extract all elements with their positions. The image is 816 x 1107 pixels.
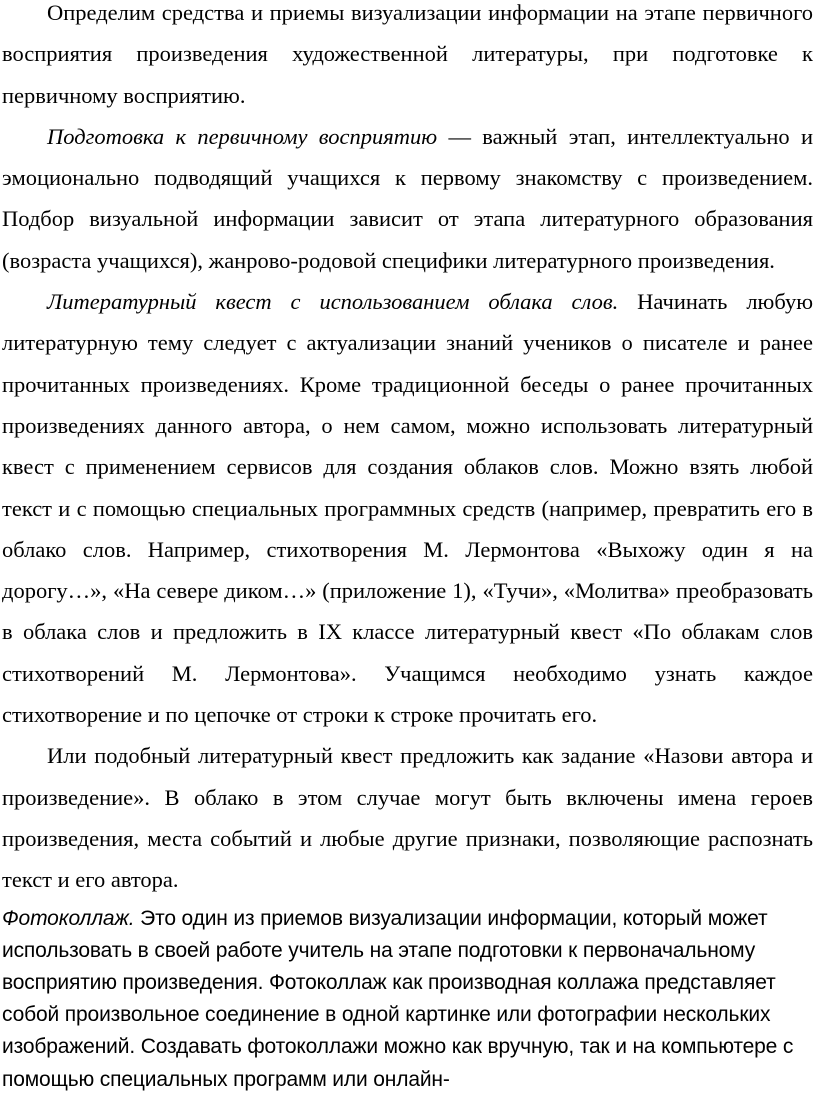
photocollage-text-block <box>2 903 813 1096</box>
paragraph-preparation <box>2 116 813 281</box>
paragraph-literary-quest-text: Начинать любую литературную тему следует с актуализации знаний учеников о писателе и ранее прочитанных произведениях. Кроме традиционной беседы о ранее прочитанных произведениях данного автора, о нем самом, можно использовать литературный квест с применением сервисов для создания облаков слов. Можно взять любой текст и с помощью специальных программных средств (например, превратить его в облако слов. Например, стихотворения М. Лермонтова «Выхожу один я на дорогу…», «На севере диком…» (приложение 1), «Тучи», «Молитва» преобразовать в облака слов и предложить в IX классе литературный квест «По облакам слов стихотворений М. Лермонтова». Учащимся необходимо узнать каждое стихотворение и по цепочке от строки к строке прочитать его. <box>2 289 814 728</box>
paragraph-intro <box>2 0 813 116</box>
paragraph-name-author-text: Или подобный литературный квест предложить как задание «Назови автора и произведение». В облако в этом случае могут быть включены имена героев произведения, места событий и любые другие признаки, позволяющие распознать текст и его автора. <box>2 743 813 893</box>
paragraph-intro-text: Определим средства и приемы визуализации информации на этапе первичного восприятия произведения художественной литературы, при подготовке к первичному восприятию. <box>2 0 813 108</box>
paragraph-preparation-text: — важный этап, интеллектуально и эмоционально подводящий учащихся к первому знакомству с произведением. Подбор визуальной информации зависит от этапа литературного образования (возраста учащихся), жанрово-родовой специфики литературного произведения. <box>2 123 813 273</box>
paragraph-name-author <box>2 735 813 900</box>
main-text-block <box>2 0 813 901</box>
term-literary-quest: Литературный квест с использованием облака слов. <box>47 289 619 315</box>
paragraph-photocollage <box>2 903 813 1096</box>
paragraph-photocollage-text: Это один из приемов визуализации информации, который может использовать в своей работе учитель на этапе подготовки к первоначальному восприятию произведения. Фотоколлаж как производная коллажа представляет собой произвольное соединение в одной картинке или фотографии нескольких изображений. Создавать фотоколлажи можно как вручную, так и на компьютере с помощью специальных программ или онлайн- <box>2 906 794 1091</box>
term-preparation: Подготовка к первичному восприятию <box>47 123 438 149</box>
term-photocollage: Фотоколлаж. <box>2 906 135 930</box>
paragraph-literary-quest <box>2 281 813 735</box>
